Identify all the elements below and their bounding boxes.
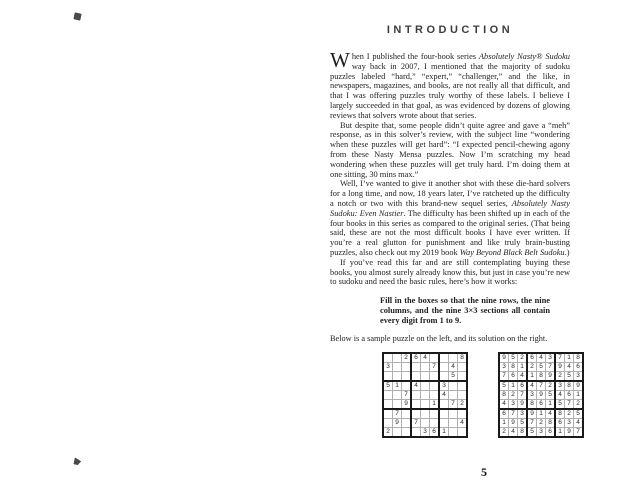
sudoku-row	[383, 391, 467, 400]
sudoku-row	[499, 372, 583, 382]
sudoku-cell: 5	[537, 363, 546, 372]
sudoku-cell: 3	[565, 419, 574, 428]
paragraph	[330, 179, 570, 257]
sudoku-cell: 5	[518, 419, 528, 428]
sudoku-cell: 6	[509, 372, 518, 382]
sudoku-cell: 4	[499, 400, 509, 410]
sudoku-cell: 8	[546, 419, 556, 428]
sudoku-cell	[421, 372, 430, 382]
sudoku-cell	[411, 363, 421, 372]
sudoku-cell: 1	[574, 391, 584, 400]
sudoku-cell: 2	[383, 428, 393, 438]
sudoku-cell: 7	[509, 409, 518, 419]
sudoku-cell: 7	[430, 363, 440, 372]
sudoku-cell: 5	[574, 409, 584, 419]
sudoku-cell	[421, 391, 430, 400]
sudoku-cell: 6	[537, 400, 546, 410]
sudoku-cell	[458, 381, 468, 391]
sudoku-cell	[383, 353, 393, 363]
sudoku-cell	[393, 353, 402, 363]
sudoku-cell	[449, 391, 458, 400]
sudoku-cell: 4	[421, 353, 430, 363]
sudoku-cell	[430, 372, 440, 382]
sudoku-cell	[411, 400, 421, 410]
sudoku-cell: 6	[430, 428, 440, 438]
sudoku-cell: 9	[565, 428, 574, 438]
sudoku-cell: 3	[527, 391, 537, 400]
sudoku-cell	[421, 409, 430, 419]
sudoku-cell: 5	[565, 372, 574, 382]
sudoku-cell: 9	[527, 409, 537, 419]
sudoku-cell	[411, 428, 421, 438]
sample-caption: Below is a sample puzzle on the left, and its solution on the right.	[330, 333, 548, 343]
sudoku-row	[383, 428, 467, 438]
sudoku-cell: 9	[537, 391, 546, 400]
sudoku-cell: 5	[499, 381, 509, 391]
sudoku-row	[383, 372, 467, 382]
sudoku-cell: 5	[527, 428, 537, 438]
sudoku-cell	[439, 409, 449, 419]
sudoku-cell: 4	[509, 428, 518, 438]
sudoku-cell: 6	[518, 381, 528, 391]
sudoku-cell: 2	[537, 419, 546, 428]
sudoku-row	[499, 409, 583, 419]
sudoku-cell: 2	[402, 353, 412, 363]
sudoku-cell: 3	[518, 409, 528, 419]
sudoku-cell: 7	[574, 428, 584, 438]
sudoku-cell: 3	[574, 372, 584, 382]
sudoku-row	[499, 381, 583, 391]
sudoku-cell: 9	[393, 419, 402, 428]
sudoku-cell: 5	[546, 391, 556, 400]
sudoku-cell: 1	[499, 419, 509, 428]
sudoku-cell	[439, 400, 449, 410]
text-run: hen I published the four-book series	[351, 52, 479, 61]
sudoku-cell: 7	[393, 409, 402, 419]
chapter-title: INTRODUCTION	[386, 24, 514, 36]
sudoku-cell	[402, 428, 412, 438]
sudoku-cell: 1	[518, 363, 528, 372]
book-title-italic: Absolutely Nasty® Sudoku	[478, 52, 570, 61]
sudoku-cell: 7	[518, 391, 528, 400]
sudoku-cell: 6	[546, 428, 556, 438]
sudoku-cell	[421, 419, 430, 428]
sudoku-cell: 1	[527, 372, 537, 382]
sudoku-cell	[430, 353, 440, 363]
sudoku-cell	[383, 419, 393, 428]
rules-instruction: Fill in the boxes so that the nine rows, the nine columns, and the nine 3×3 sections all contain every digit from 1 to 9.	[380, 296, 550, 325]
introduction-text	[330, 48, 570, 287]
sudoku-cell: 9	[499, 353, 509, 363]
sudoku-cell	[402, 372, 412, 382]
sudoku-cell: 5	[449, 372, 458, 382]
sudoku-cell: 4	[449, 363, 458, 372]
sudoku-cell	[411, 409, 421, 419]
sudoku-cell	[458, 391, 468, 400]
sudoku-cell: 5	[509, 353, 518, 363]
sudoku-cell: 2	[458, 400, 468, 410]
sudoku-cell: 7	[555, 353, 565, 363]
sudoku-cell	[402, 363, 412, 372]
sudoku-cell	[421, 381, 430, 391]
sudoku-cell: 9	[546, 372, 556, 382]
sudoku-grids	[382, 352, 580, 438]
sudoku-cell: 6	[411, 353, 421, 363]
sudoku-cell	[430, 381, 440, 391]
sudoku-row	[499, 400, 583, 410]
sudoku-cell: 2	[565, 409, 574, 419]
sudoku-cell: 7	[402, 391, 412, 400]
sudoku-cell: 1	[430, 400, 440, 410]
text-run: If you’ve read this far and are still contemplating buying these books, you almost surely already know this, but just in case you’re new to sudoku and need the basic rules, here’s how it works:	[330, 257, 570, 287]
sudoku-cell	[411, 391, 421, 400]
page-corner-mark-top	[73, 12, 81, 20]
sudoku-row	[383, 400, 467, 410]
sudoku-cell: 9	[555, 363, 565, 372]
sudoku-cell: 7	[565, 400, 574, 410]
paragraph	[330, 258, 570, 287]
sudoku-cell: 1	[565, 353, 574, 363]
sudoku-cell	[411, 372, 421, 382]
sudoku-cell: 4	[518, 372, 528, 382]
sudoku-cell: 8	[499, 391, 509, 400]
sudoku-cell: 3	[546, 353, 556, 363]
sudoku-cell	[449, 409, 458, 419]
sudoku-cell: 2	[509, 391, 518, 400]
text-run: .)	[564, 247, 570, 257]
sudoku-cell: 3	[421, 428, 430, 438]
sudoku-cell	[383, 400, 393, 410]
sudoku-cell	[439, 353, 449, 363]
sudoku-row	[499, 353, 583, 363]
sudoku-cell: 7	[449, 400, 458, 410]
text-run: . The difficulty has been shifted up in each of the four books in this series as compared to the original series. (That being said, these are not the most difficult books I have ever written. If you’re a real glutton for punishment and like truly brain-busting puzzles, also check out my 2019 book	[330, 208, 570, 257]
sudoku-cell: 8	[537, 372, 546, 382]
sudoku-cell: 2	[527, 363, 537, 372]
sudoku-cell: 4	[565, 363, 574, 372]
sudoku-cell: 6	[499, 409, 509, 419]
sudoku-cell: 4	[537, 353, 546, 363]
sudoku-cell	[383, 409, 393, 419]
sudoku-cell: 4	[574, 419, 584, 428]
sudoku-cell	[439, 419, 449, 428]
sudoku-row	[383, 409, 467, 419]
sudoku-cell: 3	[439, 381, 449, 391]
sudoku-cell	[383, 372, 393, 382]
right-page	[330, 24, 580, 438]
sudoku-cell: 3	[383, 363, 393, 372]
sudoku-cell: 8	[527, 400, 537, 410]
sudoku-cell: 6	[527, 353, 537, 363]
sudoku-row	[383, 381, 467, 391]
sudoku-cell	[449, 419, 458, 428]
sudoku-cell: 8	[518, 428, 528, 438]
sudoku-cell	[421, 363, 430, 372]
sudoku-cell	[458, 428, 468, 438]
sudoku-cell	[439, 372, 449, 382]
sudoku-cell: 8	[555, 409, 565, 419]
sudoku-cell	[393, 363, 402, 372]
sudoku-cell: 4	[458, 419, 468, 428]
sudoku-row	[499, 363, 583, 372]
sudoku-cell: 3	[499, 363, 509, 372]
drop-cap: W	[330, 48, 350, 72]
text-run: But despite that, some people didn’t quite agree and gave a “meh” response, as in this solver’s review, with the subject line “wondering when these puzzles will get hard”: “I expected pencil-chewing agony from these Nasty Mensa puzzles. Now I’m scratching my head wondering when these puzzles will get truly hard. I’m doing them at one sitting, 30 mins max.”	[330, 120, 570, 179]
solution-grid	[498, 352, 584, 438]
sudoku-cell: 1	[509, 381, 518, 391]
sudoku-cell: 7	[537, 381, 546, 391]
book-title-italic: Way Beyond Black Belt Sudoku	[459, 247, 565, 257]
sudoku-cell: 2	[574, 400, 584, 410]
sudoku-cell: 2	[546, 381, 556, 391]
sudoku-row	[499, 419, 583, 428]
sudoku-cell: 3	[509, 400, 518, 410]
sudoku-cell: 1	[393, 381, 402, 391]
page-corner-mark-bottom	[73, 457, 81, 465]
sudoku-row	[499, 391, 583, 400]
sudoku-cell: 5	[555, 400, 565, 410]
sudoku-cell: 9	[509, 419, 518, 428]
sudoku-row	[383, 353, 467, 363]
sudoku-cell: 4	[546, 409, 556, 419]
sudoku-cell	[430, 391, 440, 400]
sudoku-cell	[393, 391, 402, 400]
sudoku-cell: 6	[574, 363, 584, 372]
sudoku-cell	[421, 400, 430, 410]
sudoku-row	[499, 428, 583, 438]
sudoku-cell	[393, 372, 402, 382]
sudoku-cell	[449, 353, 458, 363]
sudoku-row	[383, 363, 467, 372]
sudoku-cell: 4	[555, 391, 565, 400]
sudoku-cell	[458, 363, 468, 372]
text-run: way back in 2007, I mentioned that the majority of sudoku puzzles labeled “hard,” “expert,” “challenger,” and the like, in newspapers, magazines, and books, are not really all that difficult, and that I was offering puzzles truly worthy of these labels. I believe I largely succeeded in that goal, as was evidenced by dozens of glowing reviews that solvers wrote about that series.	[330, 61, 570, 120]
sudoku-cell	[402, 419, 412, 428]
text-run: Well, I’ve wanted to give it another shot with these die-hard solvers for a long time, and now, 18 years later, I’ve ratcheted up the difficulty a notch or two with this brand-new sequel series,	[330, 179, 570, 208]
sudoku-cell: 1	[439, 428, 449, 438]
sudoku-cell: 7	[527, 419, 537, 428]
sample-puzzle-grid	[382, 352, 468, 438]
sudoku-cell	[430, 419, 440, 428]
sudoku-cell: 5	[383, 381, 393, 391]
paragraph	[330, 121, 570, 180]
sudoku-cell: 4	[439, 391, 449, 400]
sudoku-cell	[402, 409, 412, 419]
sudoku-cell: 7	[546, 363, 556, 372]
sudoku-cell	[383, 391, 393, 400]
sudoku-cell: 2	[518, 353, 528, 363]
sudoku-cell: 4	[527, 381, 537, 391]
sudoku-cell	[439, 363, 449, 372]
sudoku-cell: 2	[555, 372, 565, 382]
sudoku-cell	[393, 400, 402, 410]
page-number: 5	[481, 465, 487, 479]
sudoku-cell: 8	[509, 363, 518, 372]
book-title-italic: Absolutely Nasty Sudoku: Even Nastier	[330, 198, 570, 218]
sudoku-cell: 9	[518, 400, 528, 410]
sudoku-cell: 2	[499, 428, 509, 438]
sudoku-row	[383, 419, 467, 428]
sudoku-cell: 3	[537, 428, 546, 438]
paragraph	[330, 48, 570, 121]
sudoku-cell: 7	[411, 419, 421, 428]
sudoku-cell	[449, 381, 458, 391]
sudoku-cell: 8	[574, 353, 584, 363]
sudoku-cell: 8	[565, 381, 574, 391]
sudoku-cell: 8	[458, 353, 468, 363]
sudoku-cell	[458, 409, 468, 419]
sudoku-cell	[393, 428, 402, 438]
sudoku-cell: 6	[555, 419, 565, 428]
sudoku-cell: 9	[574, 381, 584, 391]
sudoku-cell	[449, 428, 458, 438]
sudoku-cell: 9	[402, 400, 412, 410]
sudoku-cell: 1	[555, 428, 565, 438]
sudoku-cell: 4	[411, 381, 421, 391]
sudoku-cell	[430, 409, 440, 419]
sudoku-cell: 7	[499, 372, 509, 382]
sudoku-cell	[458, 372, 468, 382]
sudoku-cell: 1	[537, 409, 546, 419]
sudoku-cell	[402, 381, 412, 391]
sudoku-cell: 1	[546, 400, 556, 410]
sudoku-cell: 6	[565, 391, 574, 400]
sudoku-cell: 3	[555, 381, 565, 391]
